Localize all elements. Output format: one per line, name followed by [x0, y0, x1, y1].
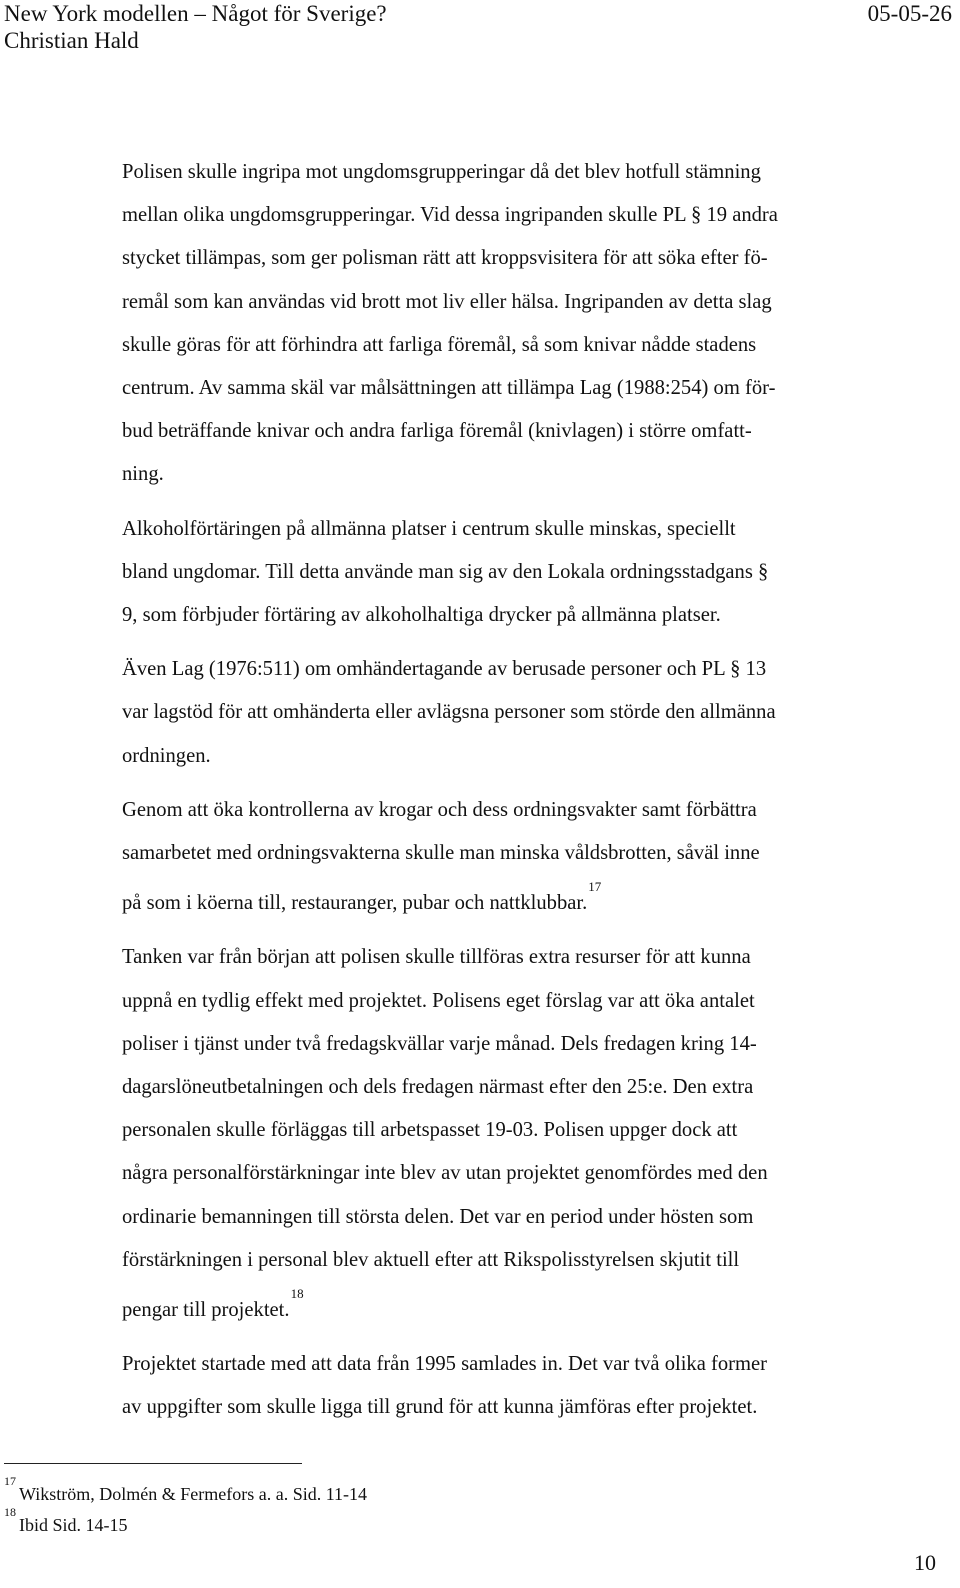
footnote-ref-18[interactable]: 18 [290, 1285, 304, 1301]
text-line: remål som kan användas vid brott mot liv eller hälsa. Ingripanden av detta slag [122, 290, 772, 313]
text-line: ordningen. [122, 744, 211, 767]
text-line: bud beträffande knivar och andra farliga föremål (knivlagen) i större omfatt- [122, 420, 752, 443]
text-line: centrum. Av samma skäl var målsättningen att tillämpa Lag (1988:254) om för- [122, 377, 776, 400]
footnote-text: Ibid Sid. 14-15 [19, 1515, 128, 1535]
paragraph-3 [122, 648, 912, 778]
paragraph-4 [122, 789, 912, 925]
text-line: skulle göras för att förhindra att farliga föremål, så som knivar nådde stadens [122, 333, 757, 356]
footnote-ref-17[interactable]: 17 [588, 879, 602, 895]
text-line [122, 1282, 912, 1332]
text-line: några personalförstärkningar inte blev av utan projektet genomfördes med den [122, 1162, 768, 1185]
text-line: förstärkningen i personal blev aktuell efter att Rikspolisstyrelsen skjutit till [122, 1248, 740, 1271]
footnote-number: 17 [4, 1474, 16, 1488]
text-line: ordinarie bemanningen till största delen. Det var en period under hösten som [122, 1205, 754, 1228]
text-line: av uppgifter som skulle ligga till grund för att kunna jämföras efter projektet. [122, 1396, 758, 1419]
footnotes [4, 1476, 367, 1538]
header-title: New York modellen – Något för Sverige? [4, 1, 387, 26]
text-line: ning. [122, 463, 164, 486]
text-line: samarbetet med ordningsvakterna skulle man minska våldsbrotten, såväl inne [122, 842, 760, 865]
footnote-17 [4, 1476, 367, 1507]
text-line: var lagstöd för att omhänderta eller avlägsna personer som störde den allmänna [122, 701, 776, 724]
text-line: Projektet startade med att data från 1995 samlades in. Det var två olika former [122, 1353, 768, 1375]
text-line: stycket tillämpas, som ger polisman rätt att kroppsvisitera för att söka efter fö- [122, 247, 768, 270]
footnote-text: Wikström, Dolmén & Fermefors a. a. Sid. 11-14 [19, 1484, 368, 1504]
text-line: personalen skulle förläggas till arbetspasset 19-03. Polisen uppger dock att [122, 1119, 738, 1142]
footnote-separator [4, 1463, 302, 1464]
text-line: mellan olika ungdomsgrupperingar. Vid dessa ingripanden skulle PL § 19 andra [122, 204, 778, 227]
text-line [122, 875, 912, 925]
header-date: 05-05-26 [867, 1, 952, 26]
footnote-number: 18 [4, 1505, 16, 1519]
paragraph-2 [122, 508, 912, 638]
text-line: Tanken var från början att polisen skulle tillföras extra resurser för att kunna [122, 946, 751, 969]
body-text [122, 151, 912, 1429]
text-line: Polisen skulle ingripa mot ungdomsgrupperingar då det blev hotfull stämning [122, 161, 761, 183]
text-line: Genom att öka kontrollerna av krogar och dess ordningsvakter samt förbättra [122, 798, 757, 821]
paragraph-1 [122, 151, 912, 497]
text-line: Även Lag (1976:511) om omhändertagande av berusade personer och PL § 13 [122, 658, 767, 681]
page-header [0, 0, 960, 60]
text-line: poliser i tjänst under två fredagskvällar varje månad. Dels fredagen kring 14- [122, 1032, 757, 1055]
page-number: 10 [914, 1550, 936, 1575]
text-segment: på som i köerna till, restauranger, pubar och nattklubbar. [122, 892, 588, 915]
text-line: uppnå en tydlig effekt med projektet. Polisens eget förslag var att öka antalet [122, 989, 755, 1012]
text-line: Alkoholförtäringen på allmänna platser i centrum skulle minskas, speciellt [122, 517, 736, 540]
text-line: 9, som förbjuder förtäring av alkoholhaltiga drycker på allmänna platser. [122, 604, 721, 627]
text-line: dagarslöneutbetalningen och dels fredagen närmast efter den 25:e. Den extra [122, 1075, 754, 1098]
footnote-18 [4, 1507, 367, 1538]
text-segment: pengar till projektet. [122, 1298, 290, 1321]
paragraph-6 [122, 1343, 912, 1429]
paragraph-5 [122, 936, 912, 1332]
header-author: Christian Hald [4, 28, 139, 53]
text-line: bland ungdomar. Till detta använde man sig av den Lokala ordningsstadgans § [122, 560, 769, 583]
